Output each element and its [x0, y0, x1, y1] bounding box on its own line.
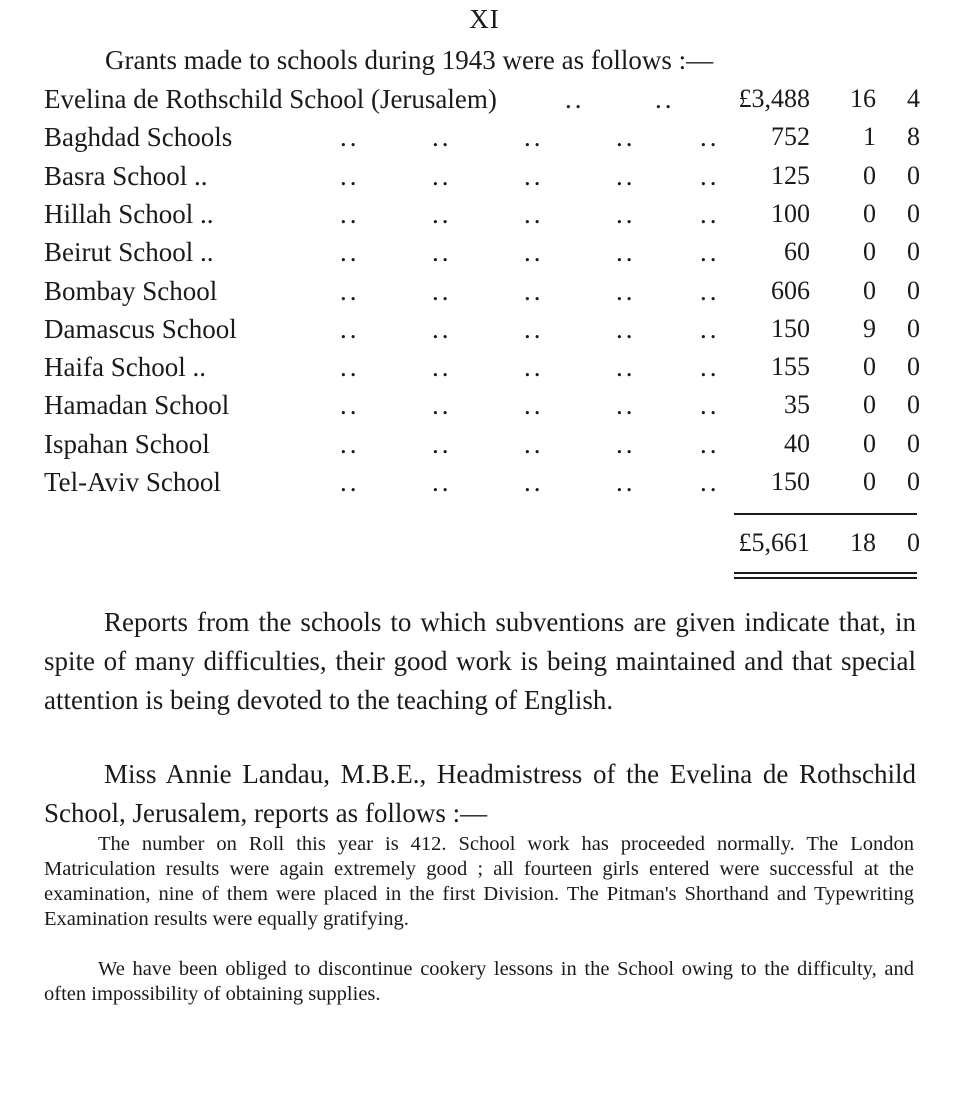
amount-pounds: 100: [771, 198, 810, 228]
school-name: Baghdad Schools: [44, 122, 233, 153]
amount-pounds: £3,488: [738, 84, 810, 113]
amount-pence: 0: [907, 198, 920, 228]
amount-pence: 0: [907, 275, 920, 305]
leader-dots: ..: [340, 275, 360, 306]
leader-dots: ..: [340, 160, 360, 191]
leader-dots: ..: [616, 275, 636, 306]
amount-shillings: 0: [863, 237, 876, 267]
school-name: Evelina de Rothschild School (Jerusalem): [44, 84, 497, 114]
leader-dots: ..: [340, 313, 360, 344]
leader-dots: ..: [524, 390, 544, 421]
amount-shillings: 1: [863, 122, 876, 152]
page-number: XI: [469, 4, 500, 34]
leader-dots: ..: [616, 198, 636, 229]
amount-pence: 4: [907, 84, 920, 113]
amount-pounds: 125: [771, 160, 810, 190]
amount-pence: 8: [907, 122, 920, 152]
leader-dots: ..: [432, 237, 452, 268]
leader-dots: ..: [524, 352, 544, 383]
leader-dots: ..: [340, 122, 360, 153]
report-quote-2: [44, 957, 914, 1007]
amount-pence: 0: [907, 428, 920, 458]
leader-dots: ..: [616, 313, 636, 344]
leader-dots: ..: [616, 390, 636, 421]
leader-dots: ..: [700, 160, 720, 191]
school-name: Haifa School ..: [44, 352, 206, 383]
leader-dots: ..: [700, 275, 720, 306]
leader-dots: ..: [432, 313, 452, 344]
leader-dots: ..: [524, 122, 544, 153]
school-name: Ispahan School: [44, 428, 210, 459]
school-name: Beirut School ..: [44, 237, 214, 268]
school-name: Hillah School ..: [44, 198, 214, 229]
amount-pence: 0: [907, 390, 920, 420]
sum-rule: [734, 513, 917, 515]
leader-dots: ..: [524, 160, 544, 191]
amount-pence: 0: [907, 237, 920, 267]
amount-shillings: 0: [863, 352, 876, 382]
report-quote-1: [44, 832, 914, 932]
amount-shillings: 0: [863, 428, 876, 458]
leader-dots: ..: [524, 313, 544, 344]
amount-shillings: 16: [850, 84, 876, 113]
leader-dots: ..: [524, 237, 544, 268]
school-name: Damascus School: [44, 313, 237, 344]
landau-text: Miss Annie Landau, M.B.E., Headmistress of the Evelina de Rothschild School, Jerusalem, reports as follows :—: [44, 759, 916, 828]
leader-dots: ..: [616, 428, 636, 459]
leader-dots: ..: [524, 198, 544, 229]
leader-dots: ..: [616, 352, 636, 383]
school-name: Basra School ..: [44, 160, 208, 191]
leader-dots: ..: [524, 467, 544, 497]
leader-dots: ..: [616, 122, 636, 153]
grants-intro: Grants made to schools during 1943 were as follows :—: [105, 45, 714, 75]
amount-pence: 0: [907, 352, 920, 382]
leader-dots: ..: [616, 467, 636, 497]
leader-dots: ..: [340, 390, 360, 421]
leader-dots: ..: [700, 352, 720, 383]
amount-shillings: 0: [863, 160, 876, 190]
leader-dots: ..: [700, 313, 720, 344]
school-name: Bombay School: [44, 275, 218, 306]
amount-pounds: 40: [784, 428, 810, 458]
amount-shillings: 0: [863, 467, 876, 496]
quote-text-1: The number on Roll this year is 412. School work has proceeded normally. The London Matriculation results were again extremely good ; all fourteen girls entered were successful at the examination, nine of them were placed in the first Division. The Pitman's Shorthand and Typewriting Examination results were equally gratifying.: [44, 833, 914, 930]
quote-text-2: We have been obliged to discontinue cookery lessons in the School owing to the difficulty, and often impossibility of obtaining supplies.: [44, 958, 914, 1005]
leader-dots: ..: [340, 428, 360, 459]
leader-dots: ..: [655, 84, 675, 114]
leader-dots: ..: [432, 198, 452, 229]
leader-dots: ..: [432, 275, 452, 306]
leader-dots: ..: [432, 428, 452, 459]
amount-pounds: 606: [771, 275, 810, 305]
amount-shillings: 0: [863, 390, 876, 420]
leader-dots: ..: [340, 352, 360, 383]
leader-dots: ..: [524, 275, 544, 306]
leader-dots: ..: [700, 198, 720, 229]
amount-pounds: 150: [771, 467, 810, 496]
leader-dots: ..: [340, 237, 360, 268]
total-shillings: 18: [850, 528, 876, 557]
leader-dots: ..: [432, 352, 452, 383]
school-name: Tel-Aviv School: [44, 467, 221, 497]
amount-pounds: 60: [784, 237, 810, 267]
amount-pounds: 35: [784, 390, 810, 420]
total-double-rule: [734, 572, 917, 579]
amount-shillings: 0: [863, 198, 876, 228]
leader-dots: ..: [700, 390, 720, 421]
amount-pence: 0: [907, 467, 920, 496]
leader-dots: ..: [616, 160, 636, 191]
leader-dots: ..: [616, 237, 636, 268]
leader-dots: ..: [565, 84, 585, 114]
leader-dots: ..: [340, 467, 360, 497]
amount-shillings: 0: [863, 275, 876, 305]
leader-dots: ..: [432, 160, 452, 191]
leader-dots: ..: [700, 428, 720, 459]
reports-paragraph: [44, 603, 916, 720]
leader-dots: ..: [700, 467, 720, 497]
amount-pounds: 155: [771, 352, 810, 382]
leader-dots: ..: [432, 390, 452, 421]
leader-dots: ..: [340, 198, 360, 229]
amount-shillings: 9: [863, 313, 876, 343]
leader-dots: ..: [432, 467, 452, 497]
leader-dots: ..: [432, 122, 452, 153]
school-name: Hamadan School: [44, 390, 230, 421]
leader-dots: ..: [700, 122, 720, 153]
amount-pence: 0: [907, 313, 920, 343]
amount-pounds: 752: [771, 122, 810, 152]
total-pounds: £5,661: [738, 528, 810, 557]
reports-text: Reports from the schools to which subventions are given indicate that, in spite of many difficulties, their good work is being maintained and that special attention is being devoted to the teaching of English.: [44, 607, 916, 715]
amount-pounds: 150: [771, 313, 810, 343]
leader-dots: ..: [524, 428, 544, 459]
landau-paragraph: [44, 755, 916, 833]
leader-dots: ..: [700, 237, 720, 268]
total-pence: 0: [907, 528, 920, 557]
amount-pence: 0: [907, 160, 920, 190]
